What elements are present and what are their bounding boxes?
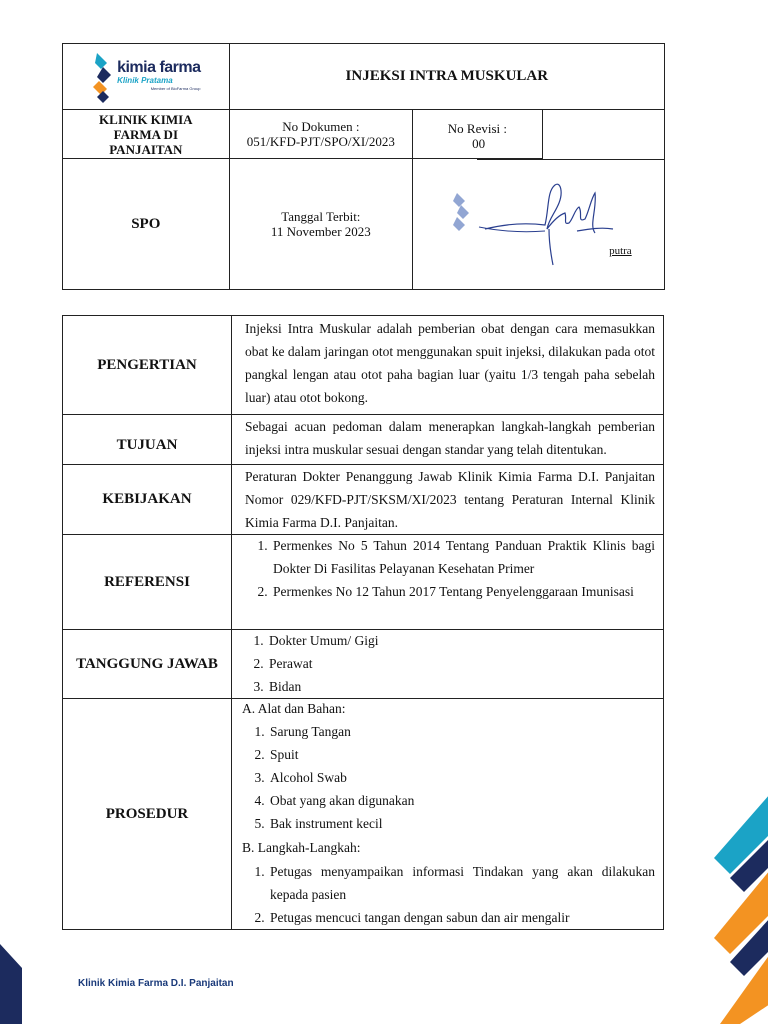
kebijakan-text: Peraturan Dokter Penanggung Jawab Klinik Kimia Farma D.I. Panjaitan Nomor 029/KFD-PJT/SKSM/XI/2023 tentang Peraturan Internal Klinik Kimia Farma D.I. Panjaitan. (232, 465, 664, 535)
signer-name-fragment: putra (609, 245, 632, 257)
pengertian-label: PENGERTIAN (63, 316, 232, 415)
alat-item: 1. Sarung Tangan (268, 720, 655, 743)
footer-clinic-name: Klinik Kimia Farma D.I. Panjaitan (78, 978, 234, 989)
doc-no-label: No Dokumen : (282, 119, 360, 134)
referensi-label: REFERENSI (63, 535, 232, 630)
blank-cell (542, 110, 664, 159)
alat-item: 2. Spuit (268, 743, 655, 766)
rev-value: 00 (472, 136, 486, 151)
spo-label: SPO (63, 159, 230, 290)
tanggung-jawab-item: 2. Perawat (267, 652, 655, 675)
date-label: Tanggal Terbit: (281, 209, 361, 224)
row-tujuan (63, 415, 664, 465)
alat-item: 4. Obat yang akan digunakan (268, 789, 655, 812)
referensi-content (232, 535, 664, 630)
prosedur-a-title: A. Alat dan Bahan: (242, 701, 346, 716)
logo-tagline: Member of BioFarma Group (150, 86, 201, 91)
row-kebijakan (63, 465, 664, 535)
kebijakan-label: KEBIJAKAN (63, 465, 232, 535)
alat-item: 5. Bak instrument kecil (268, 812, 655, 835)
document-number-cell (229, 110, 412, 159)
langkah-item: 1. Petugas menyampaikan informasi Tindakan yang akan dilakukan kepada pasien (268, 860, 655, 906)
logo-cell (63, 44, 230, 110)
revision-cell (413, 110, 543, 159)
tanggung-jawab-item: 3. Bidan (267, 675, 655, 698)
logo-name: kimia farma (117, 59, 201, 76)
logo-sub: Klinik Pratama (117, 76, 173, 85)
row-prosedur (63, 699, 664, 930)
langkah-item: 2. Petugas mencuci tangan dengan sabun dan air mengalir (268, 906, 655, 929)
tanggung-jawab-item: 1. Dokter Umum/ Gigi (267, 629, 655, 652)
document-header-table (62, 43, 665, 290)
decorative-corner-icon (0, 944, 24, 1024)
date-cell (229, 159, 412, 290)
prosedur-b-title: B. Langkah-Langkah: (242, 840, 361, 855)
kimia-farma-logo (63, 45, 229, 109)
row-pengertian (63, 316, 664, 415)
rev-label: No Revisi : (447, 121, 507, 136)
prosedur-label: PROSEDUR (63, 699, 232, 930)
tujuan-label: TUJUAN (63, 415, 232, 465)
tujuan-text: Sebagai acuan pedoman dalam menerapkan langkah-langkah pemberian injeksi intra muskular sesuai dengan standar yang telah ditentukan. (232, 415, 664, 465)
date-value: 11 November 2023 (270, 224, 371, 239)
alat-item: 3. Alcohol Swab (268, 766, 655, 789)
referensi-item: 2. Permenkes No 12 Tahun 2017 Tentang Penyelenggaraan Imunisasi (271, 580, 655, 603)
decorative-ribbon-icon (700, 794, 768, 1024)
pengertian-text: Injeksi Intra Muskular adalah pemberian obat dengan cara memasukkan obat ke dalam jaringan otot menggunakan spuit injeksi, dilakukan pada otot pangkal lengan atau otot paha bagian luar (yaitu 1/3 tengah paha sebelah luar) atau otot bokong. (232, 316, 664, 415)
spo-content-table (62, 315, 664, 930)
signature-cell (413, 159, 665, 290)
document-title: INJEKSI INTRA MUSKULAR (229, 44, 664, 110)
row-tanggung-jawab (63, 630, 664, 699)
tanggung-jawab-content (232, 630, 664, 699)
doc-no-value: 051/KFD-PJT/SPO/XI/2023 (246, 134, 395, 149)
row-referensi (63, 535, 664, 630)
logo-mark-icon (91, 51, 113, 103)
clinic-name: KLINIK KIMIA FARMA DI PANJAITAN (63, 110, 230, 159)
tanggung-jawab-label: TANGGUNG JAWAB (63, 630, 232, 699)
referensi-item: 1. Permenkes No 5 Tahun 2014 Tentang Panduan Praktik Klinis bagi Dokter Di Fasilitas Pelayanan Kesehatan Primer (271, 534, 655, 580)
prosedur-content (232, 699, 664, 930)
